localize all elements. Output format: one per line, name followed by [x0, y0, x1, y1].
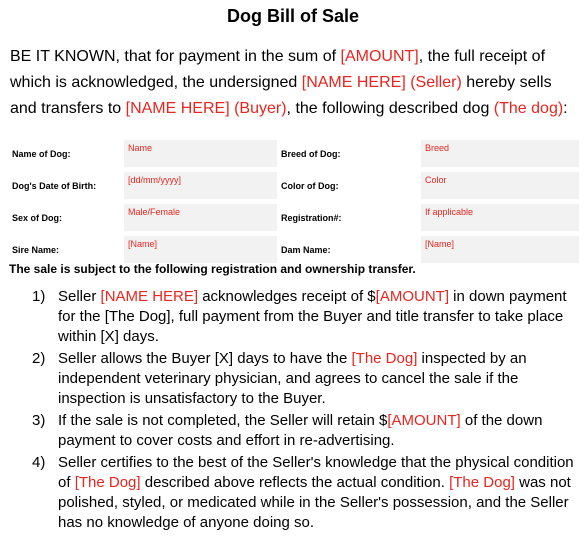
term-text: of the down payment to cover costs and effort in re-advertising.	[58, 412, 543, 449]
date-of-birth-field[interactable]: [dd/mm/yyyy]	[124, 172, 277, 199]
intro-text-3: hereby sells and transfers to	[10, 74, 552, 117]
intro-text-1: BE IT KNOWN, that for payment in the sum of	[10, 48, 341, 65]
document-title: Dog Bill of Sale	[226, 6, 359, 26]
list-number: 3)	[32, 412, 46, 429]
dog-placeholder: [The Dog]	[351, 350, 418, 367]
color-label: Color of Dog:	[277, 172, 421, 199]
sire-name-field[interactable]: [Name]	[124, 236, 277, 263]
term-text: Seller	[58, 288, 101, 305]
registration-label: Registration#:	[277, 204, 421, 231]
amount-placeholder: [AMOUNT]	[375, 288, 449, 305]
dog-placeholder: [The Dog]	[449, 474, 515, 491]
dog-placeholder: (The dog)	[493, 100, 564, 117]
intro-text-2: , the full receipt of which is acknowledged, the undersigned	[10, 48, 546, 91]
term-text: was not polished, styled, or medicated while in the Seller's possession, and the Seller has no knowledge of anyone doing so.	[58, 474, 571, 531]
amount-placeholder: [AMOUNT]	[387, 412, 461, 429]
table-row	[8, 140, 579, 167]
sex-label: Sex of Dog:	[8, 204, 124, 231]
registration-field[interactable]: If applicable	[421, 204, 579, 231]
term-text: acknowledges receipt of $	[198, 288, 376, 305]
terms-list	[0, 287, 586, 535]
term-text: Seller allows the Buyer [X] days to have the	[58, 350, 352, 367]
term-text: in down payment for the [The Dog], full payment from the Buyer and title transfer to take place within [X] days.	[58, 288, 567, 345]
term-text: If the sale is not completed, the Seller will retain $	[58, 412, 388, 429]
dam-name-label: Dam Name:	[277, 236, 421, 263]
table-row	[8, 236, 579, 263]
intro-paragraph	[10, 44, 580, 122]
seller-placeholder: [NAME HERE]	[100, 288, 199, 305]
list-number: 1)	[32, 288, 46, 305]
list-item	[0, 453, 586, 533]
list-item	[0, 411, 586, 451]
breed-label: Breed of Dog:	[277, 140, 421, 167]
dog-details-table	[8, 135, 579, 268]
sex-field[interactable]: Male/Female	[124, 204, 277, 231]
breed-field[interactable]: Breed	[421, 140, 579, 167]
term-text: described above reflects the actual condition.	[140, 474, 450, 491]
list-item	[0, 287, 586, 347]
term-text: Seller certifies to the best of the Seller's knowledge that the physical condition of	[58, 454, 574, 491]
seller-placeholder: [NAME HERE] (Seller)	[301, 74, 462, 91]
intro-text-4: , the following described dog	[286, 100, 494, 117]
name-of-dog-field[interactable]: Name	[124, 140, 277, 167]
name-of-dog-label: Name of Dog:	[8, 140, 124, 167]
term-text: inspected by an independent veterinary physician, and agrees to cancel the sale if the inspection is unsatisfactory to the Buyer.	[58, 350, 527, 407]
intro-text-5: :	[563, 100, 568, 117]
list-number: 4)	[32, 454, 46, 471]
sire-name-label: Sire Name:	[8, 236, 124, 263]
table-row	[8, 204, 579, 231]
amount-placeholder: [AMOUNT]	[340, 48, 419, 65]
list-number: 2)	[32, 350, 46, 367]
table-row	[8, 172, 579, 199]
color-field[interactable]: Color	[421, 172, 579, 199]
date-of-birth-label: Dog's Date of Birth:	[8, 172, 124, 199]
dog-placeholder: [The Dog]	[74, 474, 141, 491]
dam-name-field[interactable]: [Name]	[421, 236, 579, 263]
list-item	[0, 349, 586, 409]
buyer-placeholder: [NAME HERE] (Buyer)	[125, 100, 287, 117]
sale-conditions-note: The sale is subject to the following registration and ownership transfer.	[9, 262, 416, 276]
